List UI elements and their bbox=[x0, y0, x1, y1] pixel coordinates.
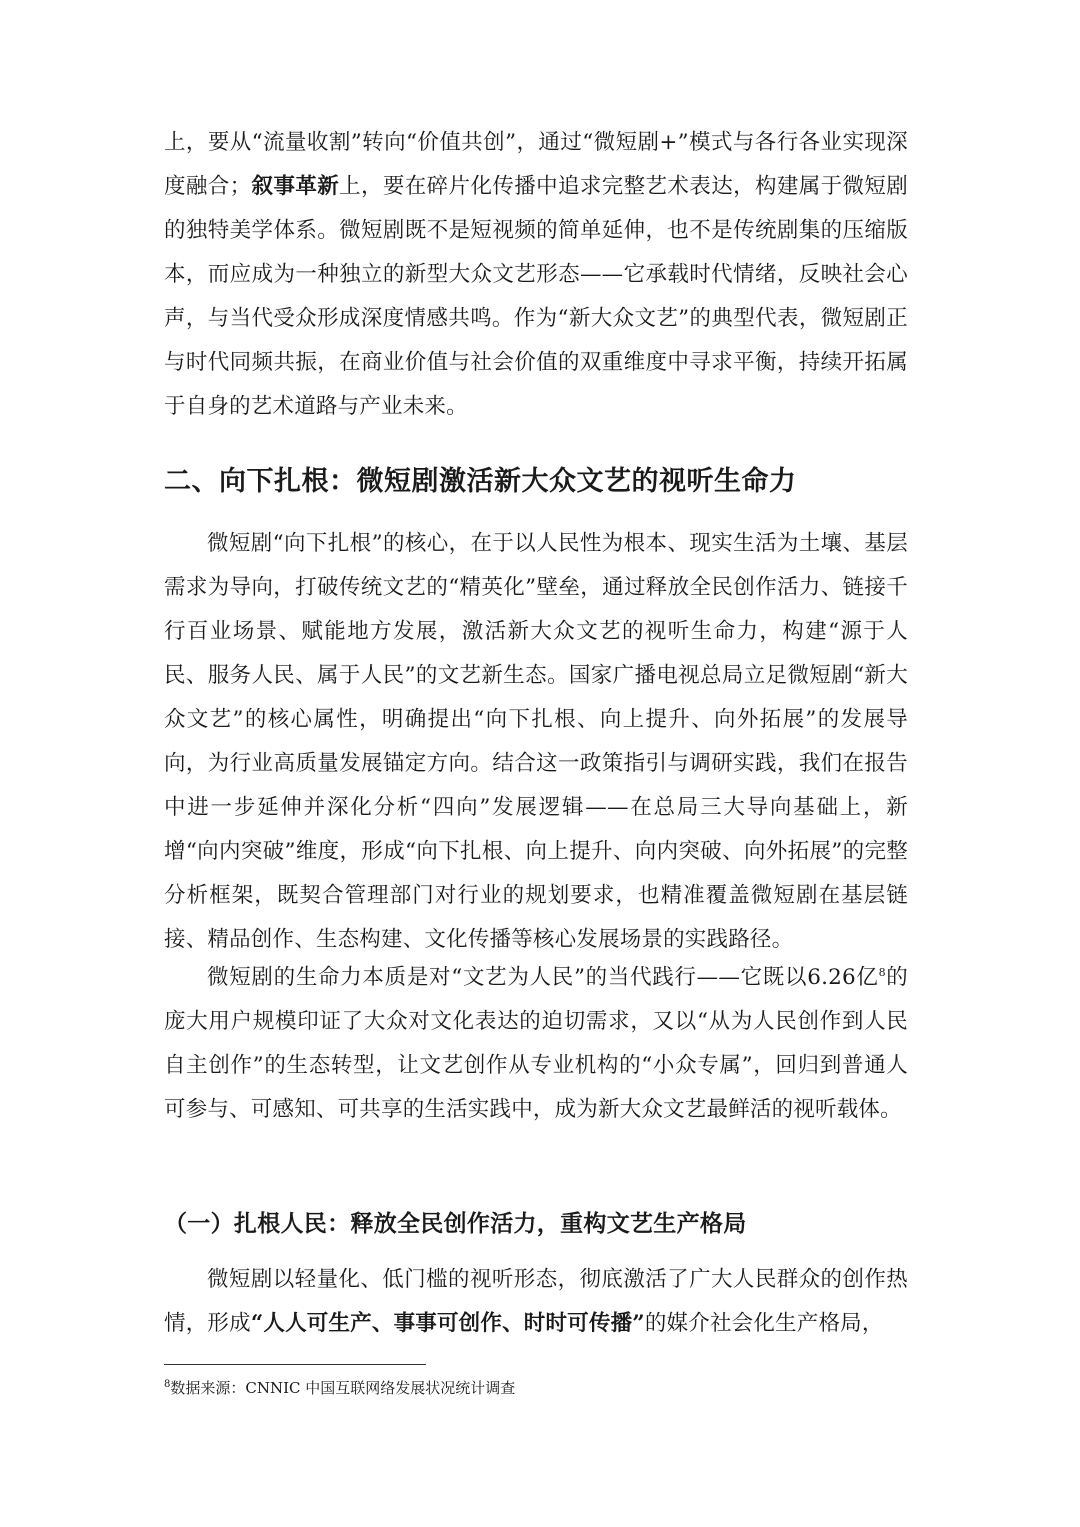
paragraph-text: 上，要在碎片化传播中追求完整艺术表达，构建属于微短剧的独特美学体系。微短剧既不是短视频的简单延伸，也不是传统剧集的压缩版本，而应成为一种独立的新型大众文艺形态——它承载时代情绪，反映社会心声，与当代受众形成深度情感共鸣。作为“新大众文艺”的典型代表，微短剧正与时代同频共振，在商业价值与社会价值的双重维度中寻求平衡，持续开拓属于自身的艺术道路与产业未来。 bbox=[164, 174, 909, 419]
paragraph-text: 的媒介社会化生产格局， bbox=[644, 1311, 884, 1336]
bold-term: 叙事革新 bbox=[251, 174, 340, 199]
footnote bbox=[164, 1377, 908, 1399]
paragraph-text: 的庞大用户规模印证了大众对文化表达的迫切需求，又以“从为人民创作到人民自主创作”的生态转型，让文艺创作从专业机构的“小众专属”，回归到普通人可参与、可感知、可共享的生活实践中，成为新大众文艺最鲜活的视听载体。 bbox=[164, 965, 908, 1122]
footnote-marker: 8 bbox=[164, 1379, 171, 1390]
paragraph-text: 微短剧的生命力本质是对“文艺为人民”的当代践行——它既以6.26亿 bbox=[207, 965, 879, 990]
body-paragraph bbox=[164, 956, 908, 1132]
body-paragraph bbox=[164, 522, 908, 962]
footnote-divider bbox=[164, 1364, 426, 1365]
body-paragraph bbox=[164, 1258, 908, 1346]
subsection-heading: （一）扎根人民：释放全民创作活力，重构文艺生产格局 bbox=[164, 1210, 747, 1237]
footnote-reference[interactable]: 8 bbox=[878, 965, 886, 979]
paragraph-text: 微短剧“向下扎根”的核心，在于以人民性为根本、现实生活为土壤、基层需求为导向，打破传统文艺的“精英化”壁垒，通过释放全民创作活力、链接千行百业场景、赋能地方发展，激活新大众文艺的视听生命力，构建“源于人民、服务人民、属于人民”的文艺新生态。国家广播电视总局立足微短剧“新大众文艺”的核心属性，明确提出“向下扎根、向上提升、向外拓展”的发展导向，为行业高质量发展锚定方向。结合这一政策指引与调研实践，我们在报告中进一步延伸并深化分析“四向”发展逻辑——在总局三大导向基础上，新增“向内突破”维度，形成“向下扎根、向上提升、向内突破、向外拓展”的完整分析框架，既契合管理部门对行业的规划要求，也精准覆盖微短剧在基层链接、精品创作、生态构建、文化传播等核心发展场景的实践路径。 bbox=[164, 531, 908, 952]
section-heading: 二、向下扎根：微短剧激活新大众文艺的视听生命力 bbox=[164, 466, 797, 497]
body-paragraph bbox=[164, 121, 908, 429]
paragraph-text: 微短剧以轻量化、低门槛的视听形态，彻底激活了广大人民群众的创作热情，形成 bbox=[164, 1267, 908, 1336]
footnote-text: 数据来源：CNNIC 中国互联网络发展状况统计调查 bbox=[170, 1379, 516, 1397]
paragraph-text: 上，要从“流量收割”转向“价值共创”，通过“微短剧+”模式与各行各业实现深度融合； bbox=[164, 130, 908, 199]
bold-phrase: “人人可生产、事事可创作、时时可传播” bbox=[250, 1311, 645, 1336]
